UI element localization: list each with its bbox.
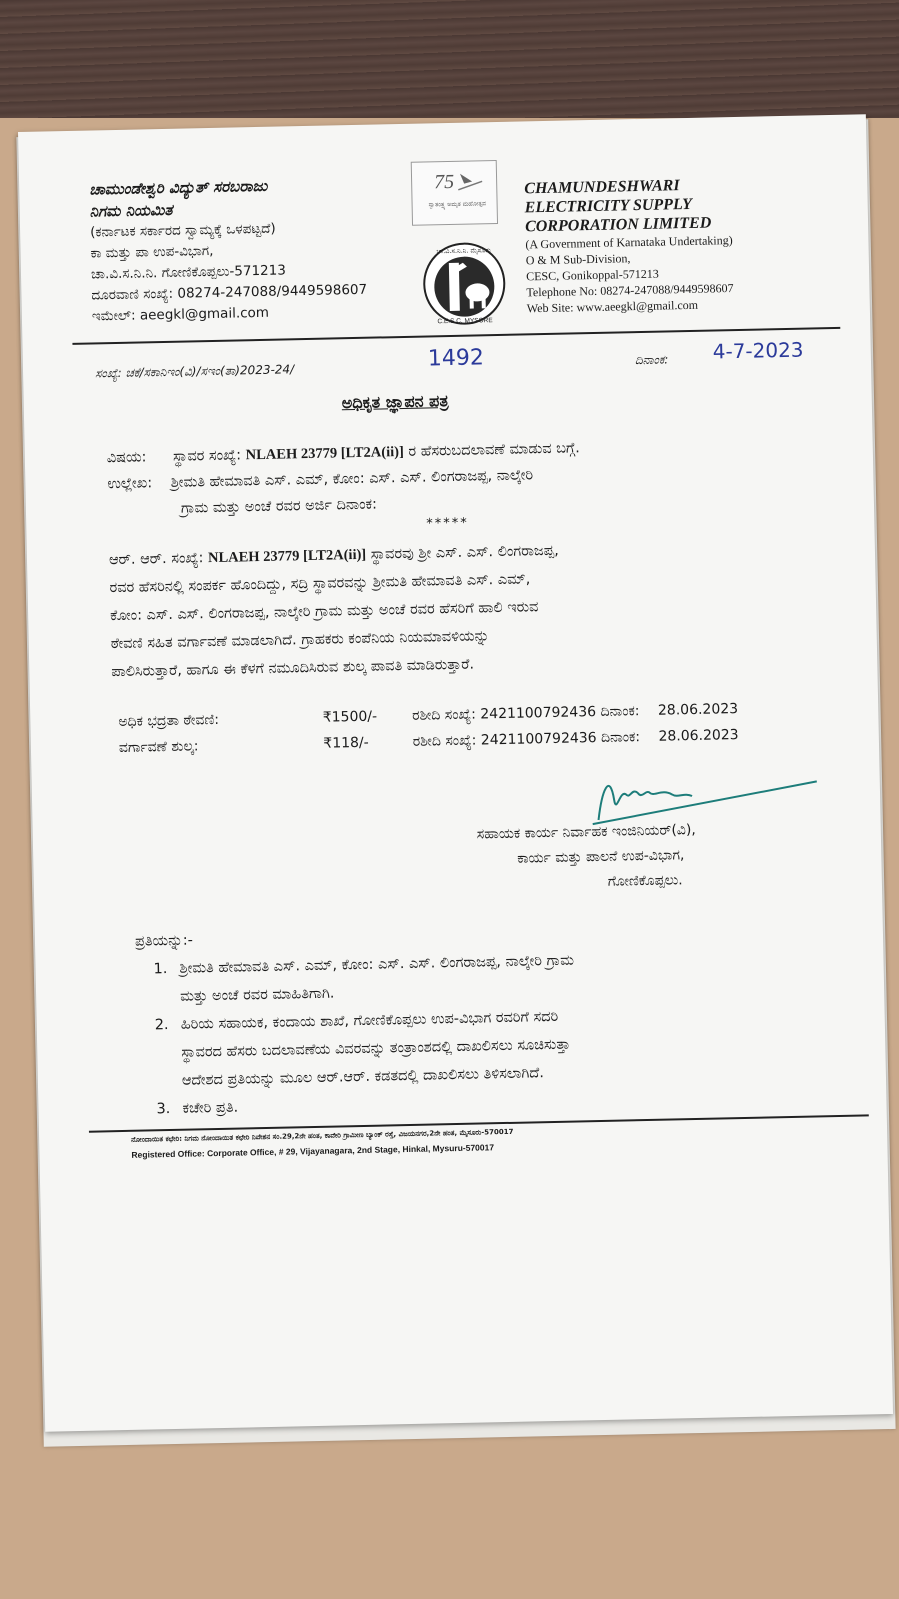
body-line-1-post: ಸ್ಥಾವರವು ಶ್ರೀ ಎಸ್. ಎಸ್. ಲಿಂಗರಾಜಪ್ಪ, — [370, 542, 559, 563]
subject-plant-id: NLAEH 23779 [LT2A(ii)] — [245, 443, 405, 464]
org-name-en-2: ELECTRICITY SUPPLY — [524, 195, 693, 217]
signatory-title: ಸಹಾಯಕ ಕಾರ್ಯ ನಿರ್ವಾಹಕ ಇಂಜಿನಿಯರ್(ವಿ), — [476, 821, 696, 843]
letter-page — [18, 114, 893, 1431]
copies-list — [153, 941, 856, 1124]
body-line-5: ಪಾಲಿಸಿರುತ್ತಾರೆ, ಹಾಗೂ ಈ ಕೆಳಗೆ ನಮೂದಿಸಿರುವ ಶುಲ್ಕ ಪಾವತಿ ಮಾಡಿರುತ್ತಾರೆ. — [111, 656, 475, 681]
body-plant-id: NLAEH 23779 [LT2A(ii)] — [207, 546, 367, 567]
org-phone-en: Telephone No: 08274-247088/9449598607 — [526, 281, 734, 300]
date-label: ದಿನಾಂಕ: — [634, 352, 669, 368]
reference-label: ಉಲ್ಲೇಖ: — [107, 475, 153, 493]
fee-label: ವರ್ಗಾವಣೆ ಶುಲ್ಕ: — [118, 738, 199, 757]
body-line-4: ಠೇವಣಿ ಸಹಿತ ವರ್ಗಾವಣೆ ಮಾಡಲಾಗಿದೆ. ಗ್ರಾಹಕರು ಕಂಪೆನಿಯ ನಿಯಮಾವಳಿಯನ್ನು — [110, 628, 490, 653]
header-right — [524, 175, 734, 316]
footer-kannada: ನೋಂದಾಯಿತ ಕಛೇರಿ: ನಿಗಮ ನೋಂದಾಯಿತ ಕಛೇರಿ ನಿವೇಶನ ಸಂ.29,2ನೇ ಹಂತ, ಕಾವೇರಿ ಗ್ರಾಮೀಣ ಬ್ಯಾಂಕ್ ರಸ್ತೆ, ವಿಜಯನಗರ,2ನೇ ಹಂತ, ಮೈಸೂರು-570017 — [131, 1127, 514, 1144]
org-subdivision-kn: ಕಾ ಮತ್ತು ಪಾ ಉಪ-ವಿಭಾಗ, — [90, 242, 214, 262]
azadi-logo — [411, 160, 498, 226]
ref-number-handwritten: 1492 — [427, 345, 485, 372]
org-name-kn-1: ಚಾಮುಂಡೇಶ್ವರಿ ವಿದ್ಯುತ್ ಸರಬರಾಜು — [89, 176, 268, 199]
org-website-en: Web Site: www.aeegkl@gmail.com — [526, 297, 699, 316]
org-address-en: CESC, Gonikoppal-571213 — [525, 266, 659, 284]
cesc-emblem — [418, 240, 510, 328]
svg-text:ಸ್ವಾತಂತ್ರ್ಯ ಅಮೃತ ಮಹೋತ್ಸವ: ಸ್ವಾತಂತ್ರ್ಯ ಅಮೃತ ಮಹೋತ್ಸವ — [428, 200, 487, 209]
org-govt-en: (A Government of Karnataka Undertaking) — [525, 233, 733, 252]
org-email-kn: ಇಮೇಲ್: aeegkl@gmail.com — [91, 304, 270, 325]
org-phone-kn: ದೂರವಾಣಿ ಸಂಖ್ಯೆ: 08274-247088/9449598607 — [91, 281, 368, 304]
org-name-en-3: CORPORATION LIMITED — [524, 214, 712, 236]
signatory-place: ಗೋಣಿಕೊಪ್ಪಲು. — [607, 872, 683, 890]
header-left — [89, 173, 368, 328]
svg-text:75: 75 — [433, 170, 455, 194]
separator-stars: ***** — [426, 515, 469, 532]
copies-label: ಪ್ರತಿಯನ್ನು:- — [134, 932, 194, 950]
reference-line2: ಗ್ರಾಮ ಮತ್ತು ಅಂಚೆ ರವರ ಅರ್ಜಿ ದಿನಾಂಕ: — [180, 496, 378, 517]
footer-english: Registered Office: Corporate Office, # 29, Vijayanagara, 2nd Stage, Hinkal, Mysuru-570017 — [131, 1142, 495, 1160]
ref-number-label: ಸಂಖ್ಯೆ: ಚಕೆ/ಸಕಾನಿಇಂ(ವಿ)/ಸಇಂ(ತಾ)2023-24/ — [94, 362, 295, 381]
fee-amount: ₹1500/- — [322, 708, 378, 726]
subject-label: ವಿಷಯ: — [106, 449, 147, 467]
body-line-2: ರವರ ಹೆಸರಿನಲ್ಲಿ ಸಂಪರ್ಕ ಹೊಂದಿದ್ದು, ಸದ್ರಿ ಸ್ಥಾವರವನ್ನು ಶ್ರೀಮತಿ ಹೇಮಾವತಿ ಎಸ್. ಎಮ್, — [109, 571, 531, 597]
org-name-kn-2: ನಿಗಮ ನಿಯಮಿತ — [89, 200, 173, 221]
document-title: ಅಧಿಕೃತ ಜ್ಞಾಪನ ಪತ್ರ — [341, 391, 449, 413]
org-govt-kn: (ಕರ್ನಾಟಕ ಸರ್ಕಾರದ ಸ್ವಾಮ್ಯಕ್ಕೆ ಒಳಪಟ್ಟದೆ) — [89, 220, 276, 241]
table-surface — [0, 0, 899, 130]
copy-item: 2. ಹಿರಿಯ ಸಹಾಯಕ, ಕಂದಾಯ ಶಾಖೆ, ಗೋಣಿಕೊಪ್ಪಲು ಉಪ-ವಿಭಾಗ ರವರಿಗೆ ಸದರಿ — [154, 1008, 559, 1034]
fee-label: ಅಧಿಕ ಭದ್ರತಾ ಠೇವಣಿ: — [118, 711, 220, 731]
subject-post: ರ ಹೆಸರುಬದಲಾವಣೆ ಮಾಡುವ ಬಗ್ಗೆ. — [408, 440, 581, 460]
org-subdivision-en: O & M Sub-Division, — [525, 251, 631, 268]
fee-date: 28.06.2023 — [658, 727, 739, 745]
copy-item-cont: ಆದೇಶದ ಪ್ರತಿಯನ್ನು ಮೂಲ ಆರ್.ಆರ್. ಕಡತದಲ್ಲಿ ದಾಖಲಿಸಲು ತಿಳಿಸಲಾಗಿದೆ. — [181, 1065, 545, 1089]
body-line-1-pre: ಆರ್. ಆರ್. ಸಂಖ್ಯೆ: — [108, 550, 204, 569]
copy-item: 1. ಶ್ರೀಮತಿ ಹೇಮಾವತಿ ಎಸ್. ಎಮ್, ಕೋಂ: ಎಸ್. ಎಸ್. ಲಿಂಗರಾಜಪ್ಪ, ನಾಲ್ಕೇರಿ ಗ್ರಾಮ — [153, 952, 575, 978]
fee-date: 28.06.2023 — [657, 701, 739, 719]
copy-item-cont: ಮತ್ತು ಅಂಚೆ ರವರ ಮಾಹಿತಿಗಾಗಿ. — [179, 985, 335, 1005]
date-handwritten: 4-7-2023 — [712, 337, 804, 364]
fee-receipt: ರಶೀದಿ ಸಂಖ್ಯೆ: 2421100792436 ದಿನಾಂಕ: — [412, 729, 641, 750]
org-name-en-1: CHAMUNDESHWARI — [524, 177, 680, 198]
copy-item-cont: ಸ್ಥಾವರದ ಹೆಸರು ಬದಲಾವಣೆಯ ವಿವರವನ್ನು ತಂತ್ರಾಂಶದಲ್ಲಿ ದಾಖಲಿಸಲು ಸೂಚಿಸುತ್ತಾ — [181, 1036, 571, 1061]
copy-item: 3. ಕಚೇರಿ ಪ್ರತಿ. — [156, 1099, 239, 1118]
body-paragraph — [109, 531, 832, 686]
signatory-block — [477, 818, 698, 898]
svg-text:C.E.S.C. MYSORE: C.E.S.C. MYSORE — [437, 317, 493, 326]
org-address-kn: ಚಾ.ವಿ.ಸ.ನಿ.ನಿ. ಗೋಣಿಕೊಪ್ಪಲು-571213 — [90, 262, 287, 283]
reference-line1: ಶ್ರೀಮತಿ ಹೇಮಾವತಿ ಎಸ್. ಎಮ್, ಕೋಂ: ಎಸ್. ಎಸ್. ಲಿಂಗರಾಜಪ್ಪ, ನಾಲ್ಕೇರಿ — [170, 467, 534, 491]
fee-receipt: ರಶೀದಿ ಸಂಖ್ಯೆ: 2421100792436 ದಿನಾಂಕ: — [412, 703, 640, 724]
subject-pre: ಸ್ಥಾವರ ಸಂಖ್ಯೆ: — [172, 447, 242, 465]
fee-amount: ₹118/- — [323, 734, 369, 752]
body-line-3: ಕೋಂ: ಎಸ್. ಎಸ್. ಲಿಂಗರಾಜಪ್ಪ, ನಾಲ್ಕೇರಿ ಗ್ರಾಮ ಮತ್ತು ಅಂಚೆ ರವರ ಹೆಸರಿಗೆ ಹಾಲಿ ಇರುವ — [109, 599, 539, 625]
signatory-office: ಕಾರ್ಯ ಮತ್ತು ಪಾಲನೆ ಉಪ-ವಿಭಾಗ, — [517, 847, 685, 867]
svg-text:ಚಾ.ವಿ.ಸ.ನಿ.ನಿ. ಮೈಸೂರು: ಚಾ.ವಿ.ಸ.ನಿ.ನಿ. ಮೈಸೂರು — [436, 246, 491, 256]
